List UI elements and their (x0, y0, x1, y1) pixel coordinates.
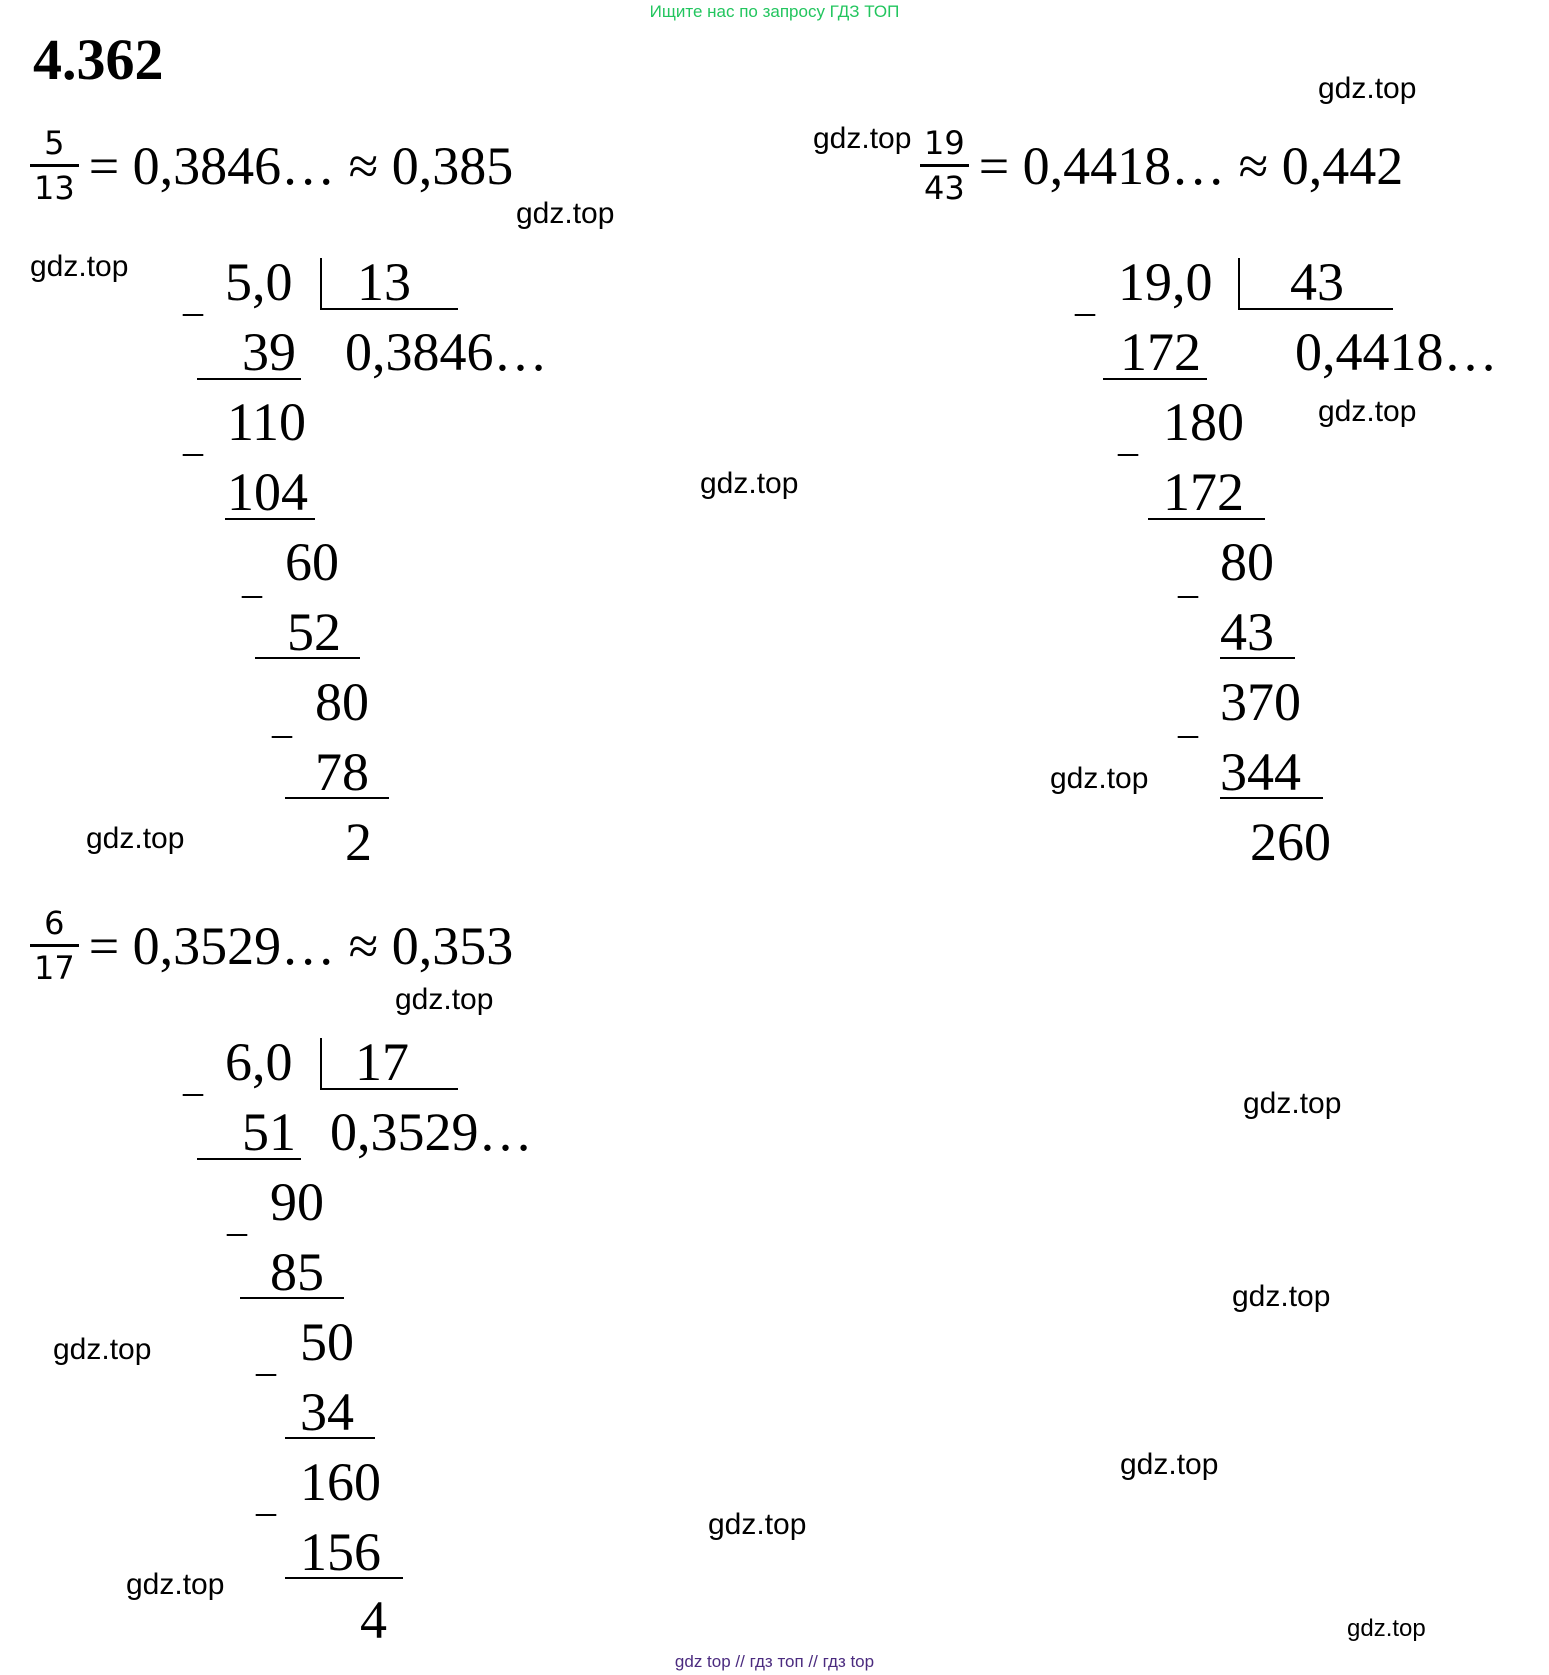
remainder: 4 (360, 1590, 387, 1650)
problem-number: 4.362 (33, 27, 164, 92)
step-underline (1220, 657, 1295, 659)
equation-2 (920, 125, 1403, 206)
watermark: gdz.top (86, 822, 185, 855)
fraction-1-denominator: 13 (34, 169, 75, 207)
minus-sign: _ (1118, 415, 1138, 460)
watermark: gdz.top (395, 983, 494, 1016)
watermark: gdz.top (516, 197, 615, 230)
equation-3 (30, 905, 513, 986)
watermark: gdz.top (126, 1568, 225, 1601)
minus-sign: _ (183, 1055, 203, 1100)
watermark: gdz.top (1120, 1448, 1219, 1481)
step-underline (197, 1158, 301, 1160)
dividend: 6,0 (225, 1032, 293, 1092)
divisor-underline (320, 308, 458, 310)
fraction-1 (30, 125, 79, 206)
step-5: 43 (1220, 602, 1274, 662)
minus-sign: _ (256, 1475, 276, 1520)
fraction-3-bar (30, 944, 79, 947)
fraction-3 (30, 905, 79, 986)
divisor-underline (1238, 308, 1393, 310)
step-2: 90 (270, 1172, 324, 1232)
step-underline (285, 1577, 403, 1579)
step-3: 85 (270, 1242, 324, 1302)
watermark: gdz.top (30, 250, 129, 283)
step-7: 344 (1220, 742, 1301, 802)
fraction-2 (920, 125, 969, 206)
step-7: 156 (300, 1522, 381, 1582)
step-3: 104 (227, 462, 308, 522)
step-1: 172 (1120, 322, 1201, 382)
minus-sign: _ (1178, 557, 1198, 602)
divisor: 43 (1290, 252, 1344, 312)
minus-sign: _ (272, 697, 292, 742)
fraction-3-numerator: 6 (44, 904, 65, 942)
step-6: 160 (300, 1452, 381, 1512)
step-1: 39 (242, 322, 296, 382)
step-2: 180 (1163, 392, 1244, 452)
step-7: 78 (315, 742, 369, 802)
step-underline (1148, 518, 1265, 520)
fraction-2-numerator: 19 (924, 124, 965, 162)
step-1: 51 (242, 1102, 296, 1162)
step-6: 80 (315, 672, 369, 732)
fraction-2-bar (920, 164, 969, 167)
fraction-2-denominator: 43 (924, 169, 965, 207)
watermark: gdz.top (1318, 395, 1417, 428)
watermark: gdz.top (708, 1508, 807, 1541)
step-underline (1220, 797, 1323, 799)
divisor-underline (320, 1088, 458, 1090)
watermark: gdz.top (1232, 1280, 1331, 1313)
division-bar (320, 1038, 322, 1090)
watermark: gdz.top (1243, 1087, 1342, 1120)
remainder: 2 (345, 812, 372, 872)
minus-sign: _ (1178, 697, 1198, 742)
step-5: 34 (300, 1382, 354, 1442)
step-3: 172 (1163, 462, 1244, 522)
fraction-1-numerator: 5 (44, 124, 65, 162)
division-bar (320, 258, 322, 310)
step-underline (1103, 378, 1207, 380)
step-underline (285, 1437, 375, 1439)
equation-1 (30, 125, 513, 206)
divisor: 17 (355, 1032, 409, 1092)
watermark: gdz.top (700, 467, 799, 500)
division-bar (1238, 258, 1240, 310)
quotient: 0,3846… (345, 322, 548, 382)
watermark: gdz.top (1050, 762, 1149, 795)
divisor: 13 (357, 252, 411, 312)
equation-2-result: = 0,4418… ≈ 0,442 (978, 135, 1404, 196)
dividend: 19,0 (1118, 252, 1213, 312)
step-4: 60 (285, 532, 339, 592)
step-underline (285, 797, 389, 799)
step-underline (240, 1297, 344, 1299)
watermark: gdz.top (1318, 72, 1417, 105)
minus-sign: _ (183, 415, 203, 460)
minus-sign: _ (183, 275, 203, 320)
step-5: 52 (287, 602, 341, 662)
watermark: gdz.top (813, 122, 912, 155)
equation-1-result: = 0,3846… ≈ 0,385 (88, 135, 514, 196)
top-banner: Ищите нас по запросу ГДЗ ТОП (649, 2, 900, 21)
minus-sign: _ (227, 1195, 247, 1240)
step-underline (197, 378, 301, 380)
step-2: 110 (227, 392, 306, 452)
watermark: gdz.top (1347, 1615, 1426, 1642)
step-6: 370 (1220, 672, 1301, 732)
remainder: 260 (1250, 812, 1331, 872)
dividend: 5,0 (225, 252, 293, 312)
minus-sign: _ (256, 1335, 276, 1380)
footer-watermark: gdz top // гдз топ // гдз top (674, 1652, 875, 1671)
fraction-3-denominator: 17 (34, 949, 75, 987)
step-4: 80 (1220, 532, 1274, 592)
watermark: gdz.top (53, 1333, 152, 1366)
quotient: 0,4418… (1295, 322, 1498, 382)
minus-sign: _ (1075, 275, 1095, 320)
minus-sign: _ (242, 557, 262, 602)
fraction-1-bar (30, 164, 79, 167)
step-underline (225, 518, 315, 520)
step-underline (255, 657, 360, 659)
quotient: 0,3529… (330, 1102, 533, 1162)
step-4: 50 (300, 1312, 354, 1372)
equation-3-result: = 0,3529… ≈ 0,353 (88, 915, 514, 976)
